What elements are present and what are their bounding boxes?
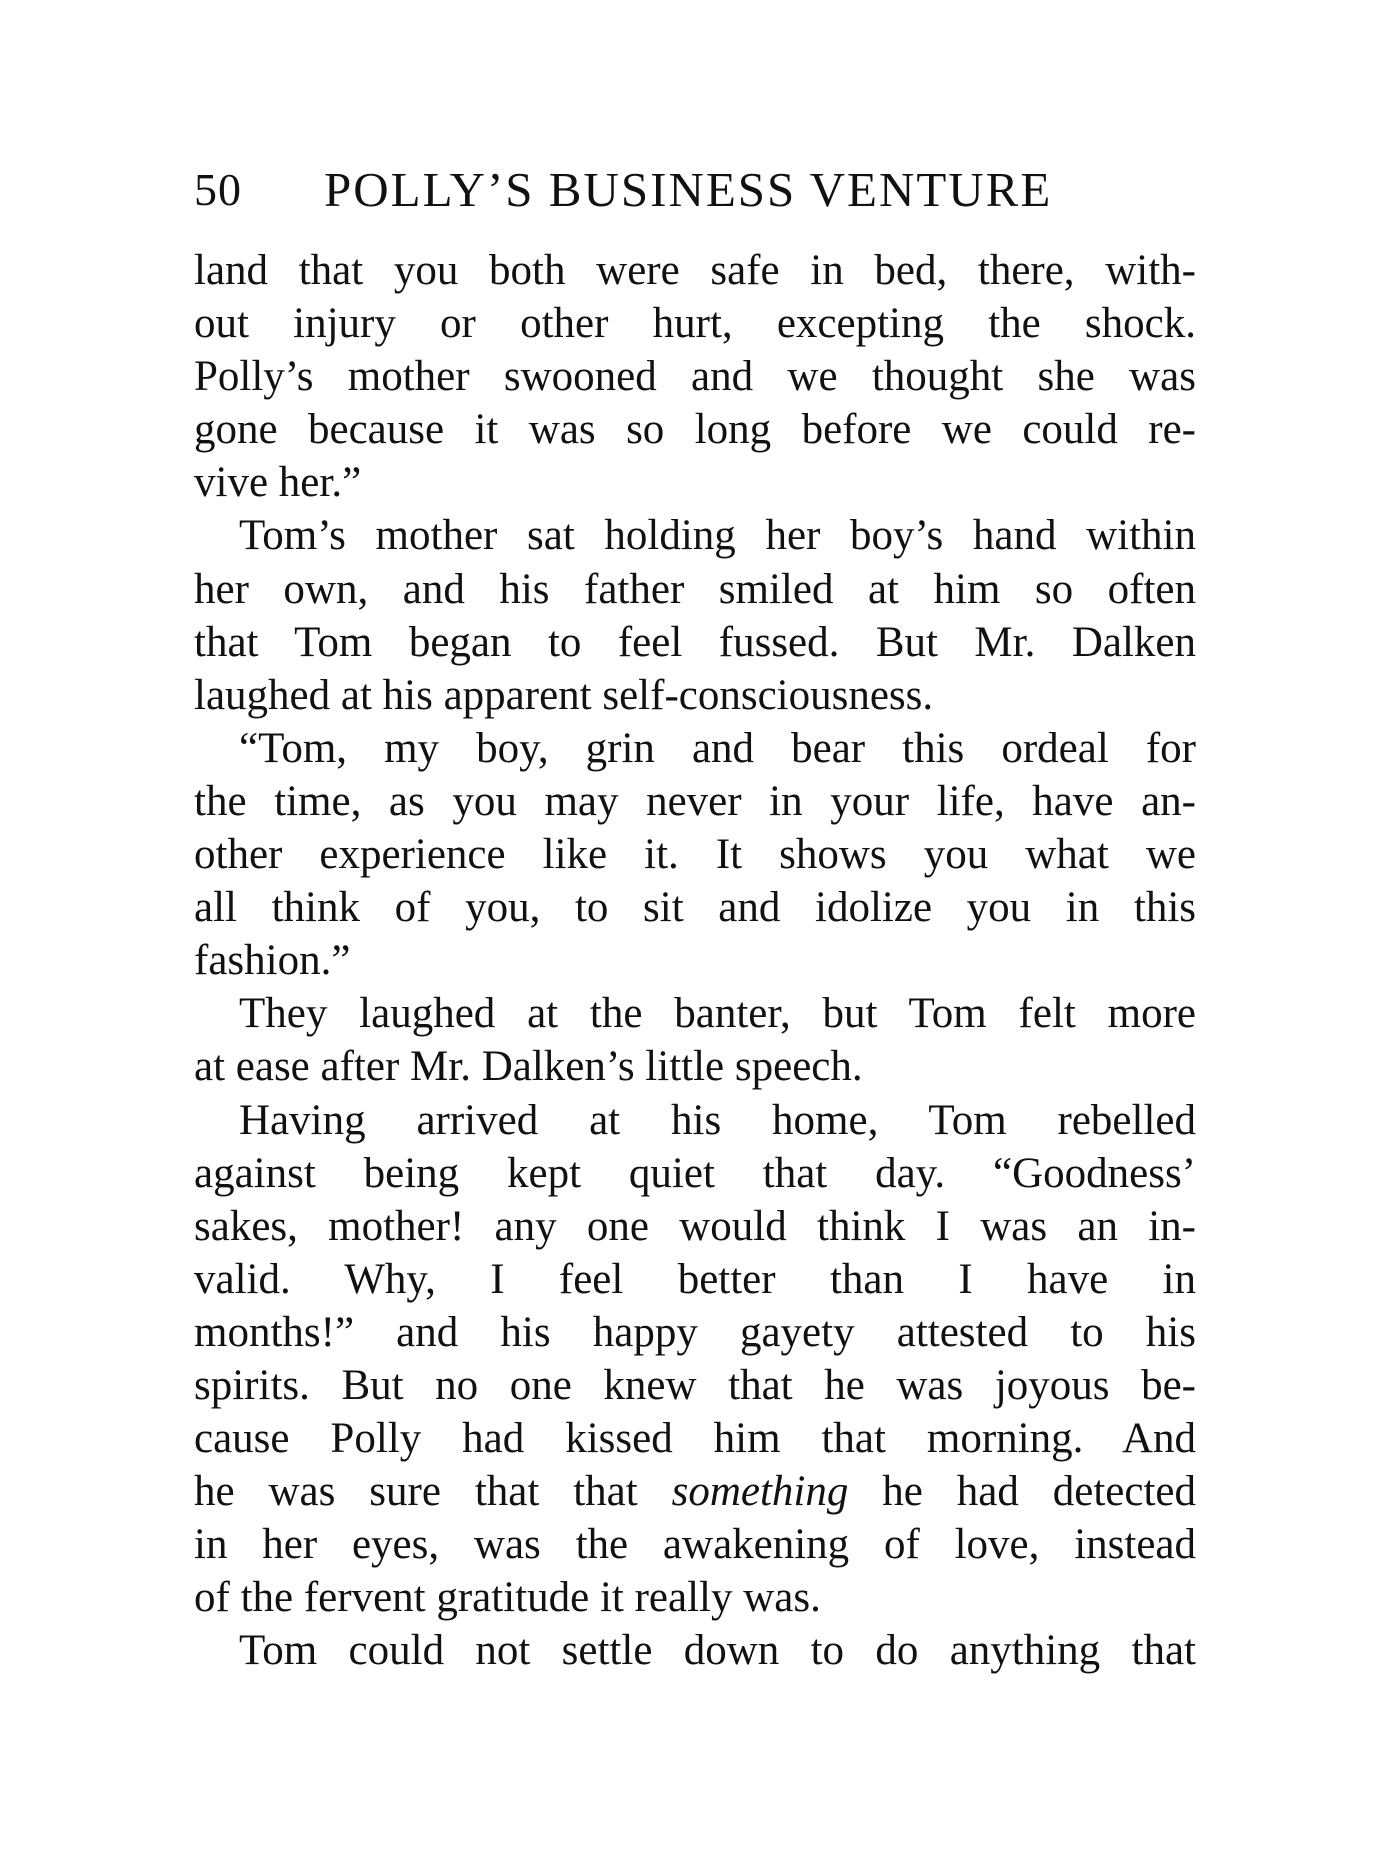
text-line: sakes, mother! any one would think I was an in- [194,1202,1196,1250]
text-line: Tom could not settle down to do anything that [239,1627,1196,1675]
text-line: valid. Why, I feel better than I have in [194,1255,1196,1303]
text-line: of the fervent gratitude it really was. [194,1574,821,1622]
text-line: They laughed at the banter, but Tom felt more [239,990,1196,1038]
italic-word: something [671,1468,849,1516]
text-line: in her eyes, was the awakening of love, instead [194,1521,1196,1569]
text-line: all think of you, to sit and idolize you in this [194,884,1196,932]
text-line: at ease after Mr. Dalken’s little speech. [194,1043,863,1091]
text-line: months!” and his happy gayety attested to his [194,1308,1196,1356]
text-line [194,1465,1196,1518]
text-fragment: he was sure that that [194,1468,672,1516]
body-text [194,244,1196,1678]
text-line: land that you both were safe in bed, there, with- [194,247,1196,294]
text-line: other experience like it. It shows you what we [194,831,1196,879]
text-line: Polly’s mother swooned and we thought she was [194,353,1196,401]
text-line: “Tom, my boy, grin and bear this ordeal for [239,724,1196,772]
running-title: POLLY’S BUSINESS VENTURE [324,162,1053,217]
text-line: the time, as you may never in your life, have an- [194,777,1196,825]
text-line: gone because it was so long before we could re- [194,406,1196,454]
text-line: cause Polly had kissed him that morning. And [194,1415,1196,1463]
text-line: her own, and his father smiled at him so often [194,565,1196,613]
text-line: against being kept quiet that day. “Goodness’ [194,1149,1196,1197]
page-header [194,150,1204,230]
text-fragment: he had detected [848,1468,1196,1516]
text-line: Tom’s mother sat holding her boy’s hand within [239,512,1196,560]
text-line: out injury or other hurt, excepting the shock. [194,300,1196,348]
text-line: spirits. But no one knew that he was joyous be- [194,1361,1196,1409]
page-number: 50 [194,164,242,215]
text-line: laughed at his apparent self-consciousness. [194,671,934,719]
text-line: vive her.” [194,459,362,507]
text-line: that Tom began to feel fussed. But Mr. Dalken [194,618,1196,666]
text-line: Having arrived at his home, Tom rebelled [239,1096,1196,1144]
text-line: fashion.” [194,937,351,985]
